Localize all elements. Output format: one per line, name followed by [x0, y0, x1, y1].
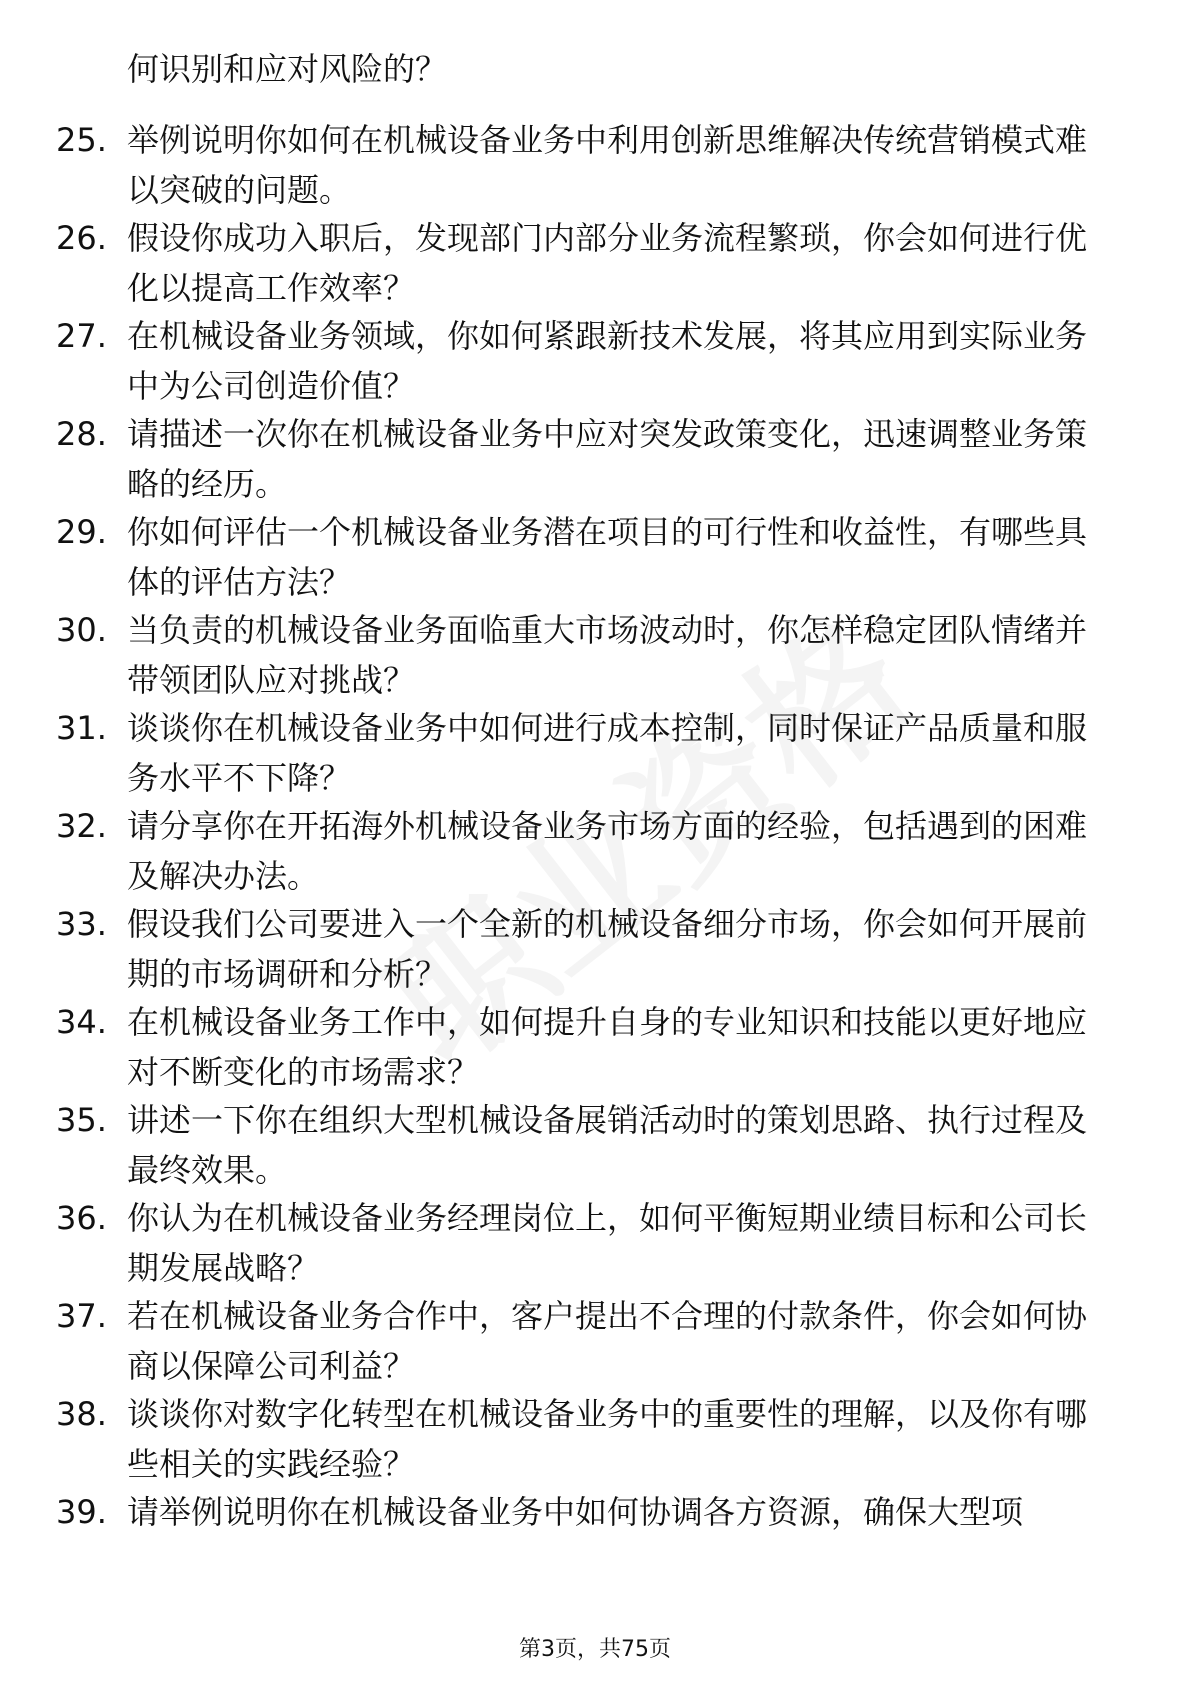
list-item — [56, 997, 1108, 1095]
question-text: 假设我们公司要进入一个全新的机械设备细分市场，你会如何开展前期的市场调研和分析？ — [127, 905, 1088, 993]
question-number: 37. — [56, 1297, 107, 1335]
list-item — [56, 801, 1108, 899]
question-number: 25. — [56, 121, 107, 159]
list-item — [56, 409, 1108, 507]
question-number: 27. — [56, 317, 107, 355]
question-text: 你认为在机械设备业务经理岗位上，如何平衡短期业绩目标和公司长期发展战略？ — [127, 1199, 1088, 1287]
list-item — [56, 605, 1108, 703]
question-text: 请描述一次你在机械设备业务中应对突发政策变化，迅速调整业务策略的经历。 — [127, 415, 1088, 503]
question-number: 33. — [56, 905, 107, 943]
question-text: 谈谈你在机械设备业务中如何进行成本控制，同时保证产品质量和服务水平不下降？ — [127, 709, 1088, 797]
question-number: 36. — [56, 1199, 107, 1237]
question-number: 39. — [56, 1493, 107, 1531]
list-item — [56, 213, 1108, 311]
question-text: 请分享你在开拓海外机械设备业务市场方面的经验，包括遇到的困难及解决办法。 — [127, 807, 1088, 895]
list-item — [56, 703, 1108, 801]
question-text: 讲述一下你在组织大型机械设备展销活动时的策划思路、执行过程及最终效果。 — [127, 1101, 1088, 1189]
continuation-text: 何识别和应对风险的？ — [127, 50, 448, 88]
question-list — [56, 115, 1108, 1585]
question-number: 34. — [56, 1003, 107, 1041]
list-item — [56, 1193, 1108, 1291]
question-text: 谈谈你对数字化转型在机械设备业务中的重要性的理解，以及你有哪些相关的实践经验？ — [127, 1395, 1088, 1483]
list-item — [56, 1487, 1108, 1585]
question-text: 假设你成功入职后，发现部门内部分业务流程繁琐，你会如何进行优化以提高工作效率？ — [127, 219, 1088, 307]
question-number: 38. — [56, 1395, 107, 1433]
question-number: 35. — [56, 1101, 107, 1139]
question-number: 31. — [56, 709, 107, 747]
list-item — [56, 899, 1108, 997]
list-item — [56, 507, 1108, 605]
list-item — [56, 311, 1108, 409]
question-number: 26. — [56, 219, 107, 257]
question-text: 当负责的机械设备业务面临重大市场波动时，你怎样稳定团队情绪并带领团队应对挑战？ — [127, 611, 1088, 699]
question-text: 在机械设备业务领域，你如何紧跟新技术发展，将其应用到实际业务中为公司创造价值？ — [127, 317, 1088, 405]
question-text: 请举例说明你在机械设备业务中如何协调各方资源，确保大型项 — [127, 1493, 1024, 1531]
question-number: 28. — [56, 415, 107, 453]
question-number: 29. — [56, 513, 107, 551]
question-text: 若在机械设备业务合作中，客户提出不合理的付款条件，你会如何协商以保障公司利益？ — [127, 1297, 1088, 1385]
page-footer: 第3页，共75页 — [519, 1637, 671, 1662]
list-item — [56, 1291, 1108, 1389]
question-number: 30. — [56, 611, 107, 649]
list-item — [56, 1389, 1108, 1487]
question-text: 你如何评估一个机械设备业务潜在项目的可行性和收益性，有哪些具体的评估方法？ — [127, 513, 1088, 601]
list-item — [56, 115, 1108, 213]
list-item — [56, 1095, 1108, 1193]
question-number: 32. — [56, 807, 107, 845]
question-text: 在机械设备业务工作中，如何提升自身的专业知识和技能以更好地应对不断变化的市场需求？ — [127, 1003, 1088, 1091]
question-text: 举例说明你如何在机械设备业务中利用创新思维解决传统营销模式难以突破的问题。 — [127, 121, 1088, 209]
